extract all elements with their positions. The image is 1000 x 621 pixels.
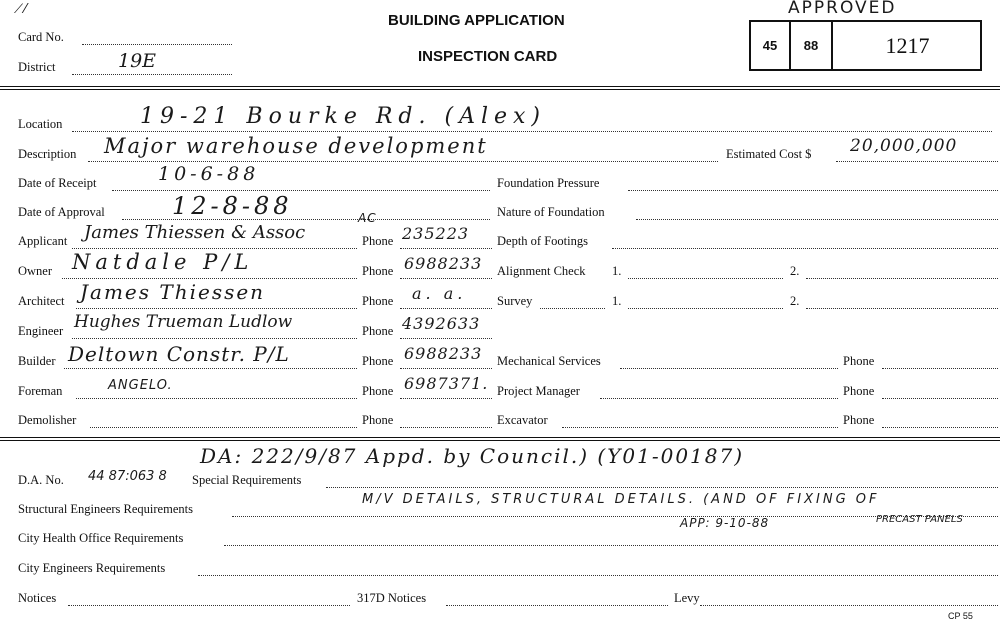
project-manager-phone-label: Phone <box>843 384 875 398</box>
city-engineers-line <box>198 575 998 576</box>
owner-phone-value: 6988233 <box>404 254 483 273</box>
levy-label: Levy <box>674 591 700 605</box>
applicant-label: Applicant <box>18 234 68 248</box>
survey-n2: 2. <box>790 294 800 308</box>
project-manager-label: Project Manager <box>497 384 580 398</box>
district-label: District <box>18 60 56 74</box>
location-value: 19-21 Bourke Rd. (Alex) <box>140 104 547 129</box>
notices-label: Notices <box>18 591 57 605</box>
applicant-line <box>72 248 357 249</box>
estimated-cost-line <box>836 161 998 162</box>
estimated-cost-label: Estimated Cost $ <box>726 147 812 161</box>
architect-line <box>76 308 357 309</box>
owner-label: Owner <box>18 264 53 278</box>
project-manager-phone-line <box>882 398 998 399</box>
engineer-line <box>72 338 357 339</box>
notices-line <box>68 605 350 606</box>
applicant-phone-line <box>400 248 492 249</box>
header-divider <box>0 86 1000 90</box>
engineer-phone-value: 4392633 <box>402 314 481 333</box>
structural-approval-note: APP: 9-10-88 <box>680 516 770 530</box>
builder-phone-label: Phone <box>362 354 394 368</box>
card-number-box <box>749 20 982 71</box>
survey-line-0 <box>540 308 605 309</box>
levy-line <box>700 605 998 606</box>
mechanical-services-line <box>620 368 838 369</box>
engineer-value: Hughes Trueman Ludlow <box>74 312 293 332</box>
architect-phone-label: Phone <box>362 294 394 308</box>
date-of-approval-label: Date of Approval <box>18 205 105 219</box>
description-value: Major warehouse development <box>104 134 488 158</box>
owner-line <box>62 278 357 279</box>
card-cell-2: 88 <box>789 22 831 69</box>
date-of-approval-value: 12-8-88 <box>172 192 293 220</box>
card-cell-3: 1217 <box>831 22 982 69</box>
card-no-scribble: ⟋⁄ <box>14 2 28 17</box>
district-line <box>72 74 232 75</box>
estimated-cost-value: 20,000,000 <box>850 136 958 156</box>
description-label: Description <box>18 147 77 161</box>
mechanical-services-phone-line <box>882 368 998 369</box>
structural-engineers-value: M/V DETAILS, STRUCTURAL DETAILS. (AND OF FIXING OF <box>362 492 880 507</box>
district-value: 19E <box>118 50 157 72</box>
architect-value: James Thiessen <box>80 280 266 304</box>
notices-317d-line <box>446 605 668 606</box>
da-no-value: 44 87:063 8 <box>88 469 167 484</box>
architect-phone-line <box>400 308 492 309</box>
engineer-label: Engineer <box>18 324 64 338</box>
foreman-line <box>76 398 357 399</box>
notices-317d-label: 317D Notices <box>357 591 427 605</box>
alignment-check-n2: 2. <box>790 264 800 278</box>
nature-of-foundation-line <box>636 219 998 220</box>
city-health-line <box>224 545 998 546</box>
date-of-receipt-value: 10-6-88 <box>158 163 260 185</box>
description-line <box>88 161 718 162</box>
lower-divider <box>0 437 1000 441</box>
builder-phone-line <box>400 368 492 369</box>
title-line-2: INSPECTION CARD <box>418 48 558 65</box>
foreman-phone-line <box>400 398 492 399</box>
demolisher-line <box>90 427 357 428</box>
survey-n1: 1. <box>612 294 622 308</box>
structural-precast-note: PRECAST PANELS <box>876 514 963 525</box>
builder-phone-value: 6988233 <box>404 344 483 363</box>
engineer-phone-label: Phone <box>362 324 394 338</box>
excavator-phone-label: Phone <box>843 413 875 427</box>
da-no-label: D.A. No. <box>18 473 64 487</box>
alignment-check-n1: 1. <box>612 264 622 278</box>
nature-of-foundation-label: Nature of Foundation <box>497 205 605 219</box>
location-line <box>72 131 992 132</box>
alignment-check-line-1 <box>628 278 783 279</box>
ac-note: AC <box>358 211 377 225</box>
city-health-label: City Health Office Requirements <box>18 531 184 545</box>
excavator-phone-line <box>882 427 998 428</box>
foundation-pressure-line <box>628 190 998 191</box>
mechanical-services-phone-label: Phone <box>843 354 875 368</box>
engineer-phone-line <box>400 338 492 339</box>
card-no-label: Card No. <box>18 30 64 44</box>
builder-label: Builder <box>18 354 56 368</box>
survey-line-1 <box>628 308 783 309</box>
builder-line <box>64 368 357 369</box>
demolisher-label: Demolisher <box>18 413 77 427</box>
title-line-1: BUILDING APPLICATION <box>388 12 565 29</box>
date-of-receipt-line <box>112 190 490 191</box>
applicant-value: James Thiessen & Assoc <box>84 222 306 243</box>
applicant-phone-label: Phone <box>362 234 394 248</box>
foundation-pressure-label: Foundation Pressure <box>497 176 600 190</box>
builder-value: Deltown Constr. P/L <box>68 342 290 366</box>
demolisher-phone-label: Phone <box>362 413 394 427</box>
project-manager-line <box>600 398 838 399</box>
alignment-check-label: Alignment Check <box>497 264 586 278</box>
alignment-check-line-2 <box>806 278 998 279</box>
structural-engineers-label: Structural Engineers Requirements <box>18 502 193 516</box>
demolisher-phone-line <box>400 427 492 428</box>
excavator-label: Excavator <box>497 413 548 427</box>
special-requirements-value: DA: 222/9/87 Appd. by Council.) (Y01-00187) <box>200 444 745 468</box>
card-no-line <box>82 44 232 45</box>
location-label: Location <box>18 117 63 131</box>
survey-line-2 <box>806 308 998 309</box>
architect-phone-value: a. a. <box>412 284 467 303</box>
survey-label: Survey <box>497 294 533 308</box>
applicant-phone-value: 235223 <box>402 224 470 243</box>
architect-label: Architect <box>18 294 65 308</box>
depth-of-footings-line <box>612 248 998 249</box>
excavator-line <box>562 427 838 428</box>
foreman-value: ANGELO. <box>108 378 173 393</box>
mechanical-services-label: Mechanical Services <box>497 354 601 368</box>
foreman-label: Foreman <box>18 384 63 398</box>
card-cell-1: 45 <box>762 38 778 53</box>
foreman-phone-value: 6987371. <box>404 374 489 393</box>
owner-value: Natdale P/L <box>72 250 254 274</box>
foreman-phone-label: Phone <box>362 384 394 398</box>
special-requirements-line <box>326 487 998 488</box>
depth-of-footings-label: Depth of Footings <box>497 234 588 248</box>
special-requirements-label: Special Requirements <box>192 473 302 487</box>
approved-stamp: APPROVED <box>788 0 897 18</box>
owner-phone-label: Phone <box>362 264 394 278</box>
owner-phone-line <box>400 278 492 279</box>
date-of-receipt-label: Date of Receipt <box>18 176 97 190</box>
form-code: CP 55 <box>948 611 973 621</box>
city-engineers-label: City Engineers Requirements <box>18 561 166 575</box>
